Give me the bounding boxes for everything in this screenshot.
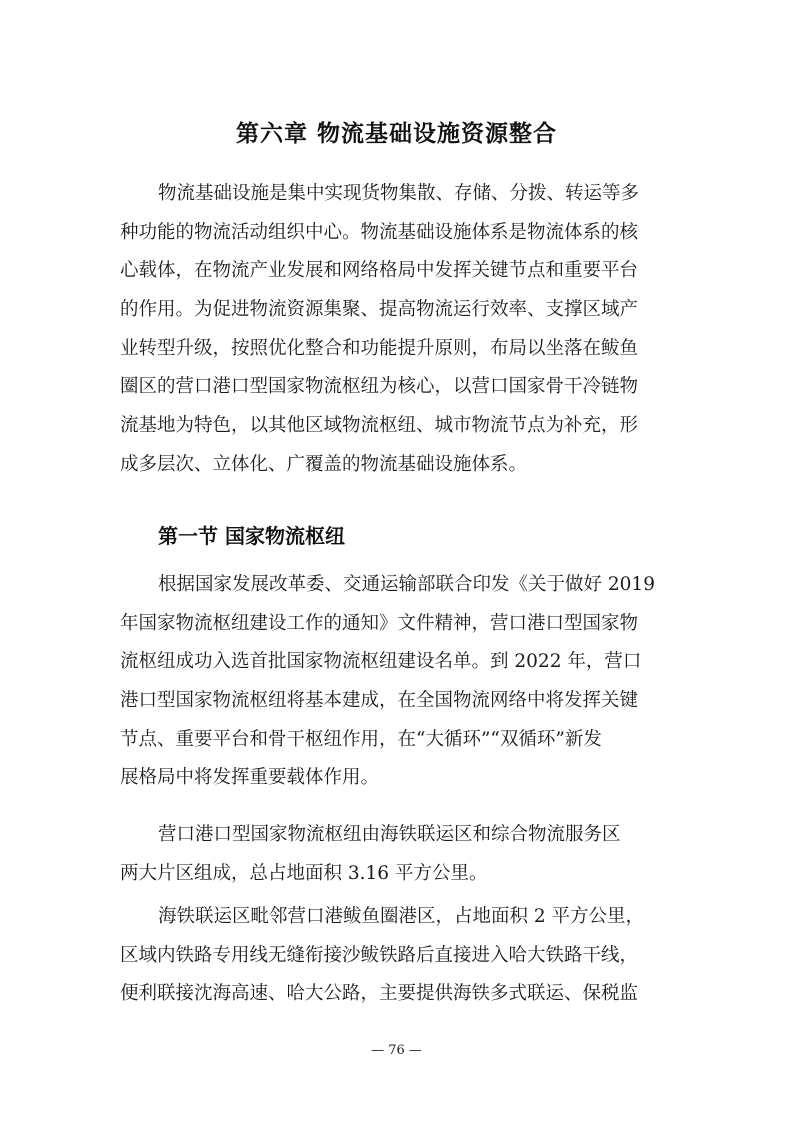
paragraph-line: 节点、重要平台和骨干枢纽作用，在“大循环”“双循环”新发 [120,728,602,750]
page-number: — 76 — [371,1043,422,1058]
paragraph-line: 种功能的物流活动组织中心。物流基础设施体系是物流体系的核 [120,221,639,243]
paragraph-line: 的作用。为促进物流资源集聚、提高物流运行效率、支撑区域产 [120,299,639,321]
section-title: 第一节 国家物流枢纽 [158,524,345,548]
paragraph-2 [120,566,676,798]
chapter-title: 第六章 物流基础设施资源整合 [235,121,557,147]
paragraph-line: 流基地为特色，以其他区域物流枢纽、城市物流节点为补充，形 [120,415,639,437]
paragraph-line: 业转型升级，按照优化整合和功能提升原则，布局以坐落在鲅鱼 [120,337,639,359]
paragraph-line: 圈区的营口港口型国家物流枢纽为核心，以营口国家骨干冷链物 [120,376,639,398]
paragraph-1 [120,175,676,485]
paragraph-line: 物流基础设施是集中实现货物集散、存储、分拨、转运等多 [158,183,640,204]
paragraph-line: 港口型国家物流枢纽将基本建成，在全国物流网络中将发挥关键 [120,690,639,712]
paragraph-line: 心载体，在物流产业发展和网络格局中发挥关键节点和重要平台 [120,260,639,282]
paragraph-line: 根据国家发展改革委、交通运输部联合印发《关于做好 2019 [158,574,655,595]
paragraph-line: 便利联接沈海高速、哈大公路，主要提供海铁多式联运、保税监 [120,983,639,1005]
paragraph-line: 年国家物流枢纽建设工作的通知》文件精神，营口港口型国家物 [120,612,639,634]
paragraph-line: 区域内铁路专用线无缝衔接沙鲅铁路后直接进入哈大铁路干线， [120,944,639,966]
paragraph-line: 流枢纽成功入选首批国家物流枢纽建设名单。到 2022 年，营口 [120,651,642,673]
paragraph-line: 成多层次、立体化、广覆盖的物流基础设施体系。 [120,453,528,475]
paragraph-line: 营口港口型国家物流枢纽由海铁联运区和综合物流服务区 [158,824,621,845]
paragraph-line: 展格局中将发挥重要载体作用。 [120,767,380,789]
paragraph-4 [120,898,676,1014]
paragraph-line: 两大片区组成，总占地面积 3.16 平方公里。 [120,862,488,884]
paragraph-line: 海铁联运区毗邻营口港鲅鱼圈港区，占地面积 2 平方公里， [158,906,645,927]
paragraph-3 [120,816,676,893]
